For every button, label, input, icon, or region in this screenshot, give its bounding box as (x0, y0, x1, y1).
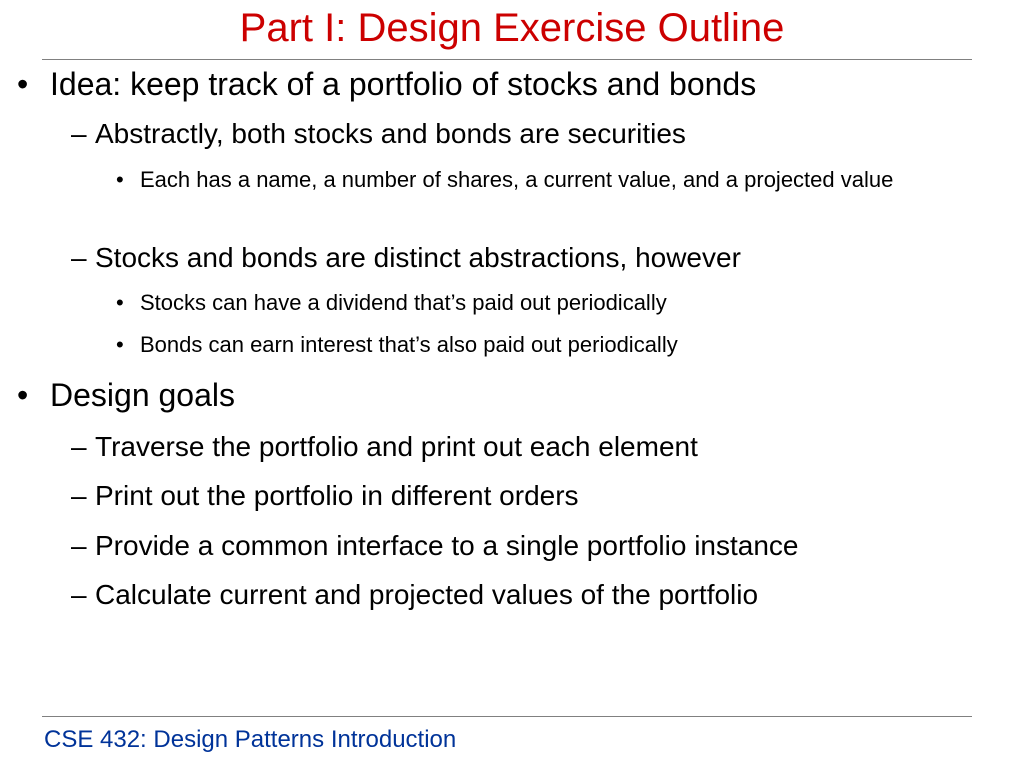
dash-marker: – (71, 242, 87, 273)
sub-bullet-calculate (71, 579, 759, 611)
sub-bullet-text: Traverse the portfolio and print out each element (95, 431, 698, 462)
sub-bullet-text: Abstractly, both stocks and bonds are securities (95, 118, 686, 149)
sub-sub-bullet-each-has (116, 167, 940, 193)
bullet-marker: • (17, 377, 29, 413)
bullet-marker: • (116, 332, 124, 357)
bullet-marker: • (116, 167, 124, 192)
dash-marker: – (71, 118, 87, 149)
dash-marker: – (71, 530, 87, 561)
slide-title: Part I: Design Exercise Outline (239, 6, 785, 50)
bullet-idea (17, 66, 757, 102)
sub-bullet-text: Print out the portfolio in different orders (95, 480, 579, 511)
sub-bullet-print-orders (71, 480, 579, 512)
bullet-text: Design goals (50, 377, 235, 413)
sub-sub-bullet-text: Each has a name, a number of shares, a current value, and a projected value (140, 167, 894, 192)
bullet-marker: • (17, 66, 29, 102)
title-divider (42, 59, 972, 60)
footer-divider (42, 716, 972, 717)
sub-bullet-distinct (71, 242, 741, 274)
sub-bullet-traverse (71, 431, 698, 463)
dash-marker: – (71, 480, 87, 511)
sub-sub-bullet-stocks (116, 290, 940, 316)
slide-footer: CSE 432: Design Patterns Introduction (44, 726, 457, 753)
sub-bullet-abstractly (71, 118, 686, 150)
sub-sub-bullet-bonds (116, 332, 940, 358)
sub-bullet-text: Calculate current and projected values of the portfolio (95, 579, 759, 610)
dash-marker: – (71, 579, 87, 610)
sub-sub-bullet-text: Bonds can earn interest that’s also paid out periodically (140, 332, 678, 357)
bullet-text: Idea: keep track of a portfolio of stocks and bonds (50, 66, 757, 102)
sub-bullet-text: Provide a common interface to a single portfolio instance (95, 530, 799, 561)
sub-bullet-common-interface (71, 530, 799, 562)
sub-sub-bullet-text: Stocks can have a dividend that’s paid out periodically (140, 290, 667, 315)
bullet-marker: • (116, 290, 124, 315)
dash-marker: – (71, 431, 87, 462)
bullet-design-goals (17, 377, 235, 413)
sub-bullet-text: Stocks and bonds are distinct abstractions, however (95, 242, 741, 273)
